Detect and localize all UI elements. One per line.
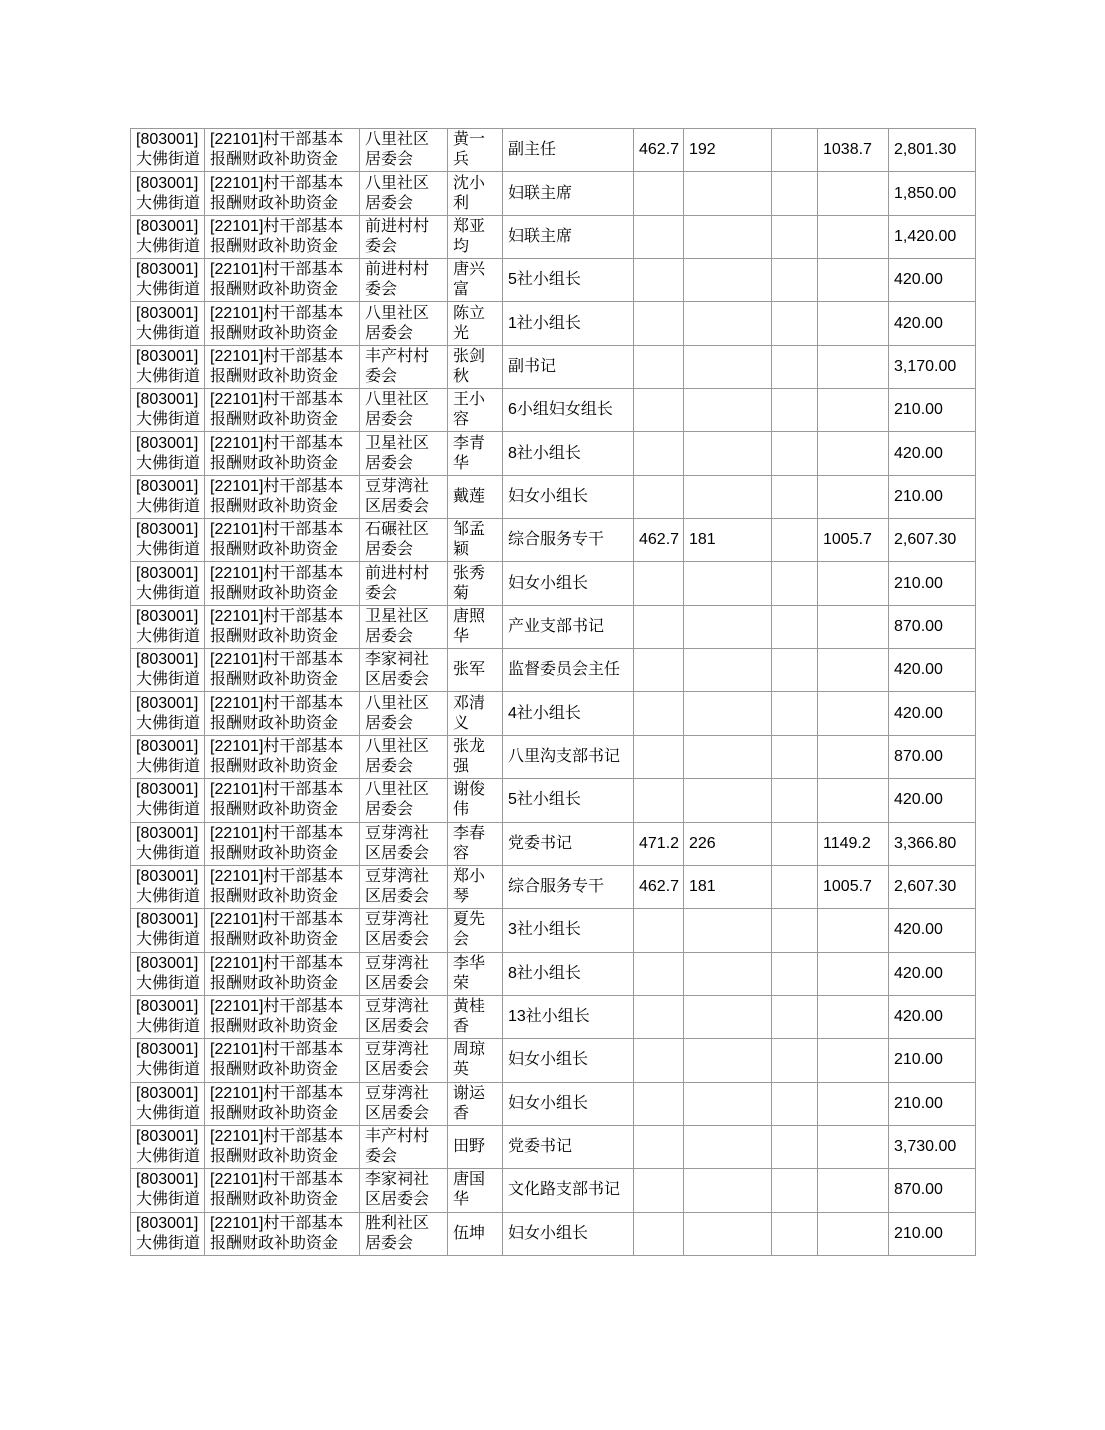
cell-person-name: 王小容 [448,389,503,432]
cell-fund-item: [22101]村干部基本报酬财政补助资金 [205,649,360,692]
cell-amount: 870.00 [889,1169,976,1212]
cell-street-agency: [803001]大佛街道 [131,605,205,648]
cell-num3 [818,345,889,388]
cell-committee: 石碾社区居委会 [360,519,448,562]
cell-empty [772,822,818,865]
cell-position: 妇女小组长 [503,1039,634,1082]
cell-committee: 卫星社区居委会 [360,432,448,475]
cell-committee: 李家祠社区居委会 [360,1169,448,1212]
cell-num1 [634,952,684,995]
cell-fund-item: [22101]村干部基本报酬财政补助资金 [205,779,360,822]
cell-num2 [684,909,772,952]
cell-street-agency: [803001]大佛街道 [131,215,205,258]
cell-committee: 八里社区居委会 [360,779,448,822]
cell-empty [772,129,818,172]
cell-street-agency: [803001]大佛街道 [131,475,205,518]
cell-amount: 420.00 [889,779,976,822]
cell-num2: 192 [684,129,772,172]
table-row [131,259,976,302]
cell-num2 [684,1125,772,1168]
cell-amount: 3,730.00 [889,1125,976,1168]
cell-empty [772,259,818,302]
cell-person-name: 唐国华 [448,1169,503,1212]
cell-committee: 豆芽湾社区居委会 [360,952,448,995]
table-row [131,1212,976,1255]
table-row [131,995,976,1038]
cell-amount: 420.00 [889,649,976,692]
cell-position: 6小组妇女组长 [503,389,634,432]
cell-num1 [634,389,684,432]
cell-position: 妇女小组长 [503,562,634,605]
cell-amount: 2,607.30 [889,865,976,908]
table-row [131,302,976,345]
cell-num3 [818,259,889,302]
cell-street-agency: [803001]大佛街道 [131,1212,205,1255]
cell-street-agency: [803001]大佛街道 [131,562,205,605]
cell-fund-item: [22101]村干部基本报酬财政补助资金 [205,1039,360,1082]
cell-num2 [684,432,772,475]
table-row [131,345,976,388]
cell-committee: 丰产村村委会 [360,345,448,388]
cell-committee: 李家祠社区居委会 [360,649,448,692]
cell-committee: 八里社区居委会 [360,735,448,778]
cell-fund-item: [22101]村干部基本报酬财政补助资金 [205,345,360,388]
table-row [131,172,976,215]
table-row [131,562,976,605]
cell-position: 综合服务专干 [503,519,634,562]
cell-position: 妇女小组长 [503,1082,634,1125]
cell-amount: 210.00 [889,1039,976,1082]
cell-committee: 八里社区居委会 [360,172,448,215]
table-row [131,1125,976,1168]
cell-num3 [818,952,889,995]
cell-street-agency: [803001]大佛街道 [131,822,205,865]
cell-committee: 豆芽湾社区居委会 [360,1039,448,1082]
cell-fund-item: [22101]村干部基本报酬财政补助资金 [205,995,360,1038]
cell-street-agency: [803001]大佛街道 [131,389,205,432]
cell-fund-item: [22101]村干部基本报酬财政补助资金 [205,172,360,215]
cell-fund-item: [22101]村干部基本报酬财政补助资金 [205,735,360,778]
cell-fund-item: [22101]村干部基本报酬财政补助资金 [205,259,360,302]
cell-num1 [634,215,684,258]
table-row [131,1169,976,1212]
cell-num2 [684,345,772,388]
cell-empty [772,475,818,518]
cell-num1: 471.2 [634,822,684,865]
table-row [131,605,976,648]
table-row [131,129,976,172]
cell-street-agency: [803001]大佛街道 [131,779,205,822]
cell-num1 [634,475,684,518]
table-row [131,822,976,865]
cell-num3 [818,432,889,475]
cell-empty [772,302,818,345]
cell-street-agency: [803001]大佛街道 [131,432,205,475]
cell-amount: 420.00 [889,995,976,1038]
cell-amount: 1,420.00 [889,215,976,258]
cell-street-agency: [803001]大佛街道 [131,952,205,995]
cell-street-agency: [803001]大佛街道 [131,172,205,215]
cell-empty [772,1125,818,1168]
cell-position: 妇女小组长 [503,475,634,518]
cell-num2: 181 [684,519,772,562]
cell-person-name: 谢运香 [448,1082,503,1125]
cell-empty [772,1082,818,1125]
cell-num3 [818,215,889,258]
cell-position: 妇女小组长 [503,1212,634,1255]
cell-num2 [684,475,772,518]
cell-fund-item: [22101]村干部基本报酬财政补助资金 [205,952,360,995]
cell-position: 副主任 [503,129,634,172]
cell-empty [772,605,818,648]
cell-num3 [818,1125,889,1168]
cell-empty [772,909,818,952]
cell-amount: 870.00 [889,735,976,778]
cell-committee: 八里社区居委会 [360,302,448,345]
cell-fund-item: [22101]村干部基本报酬财政补助资金 [205,389,360,432]
cell-position: 八里沟支部书记 [503,735,634,778]
cell-fund-item: [22101]村干部基本报酬财政补助资金 [205,519,360,562]
cell-empty [772,952,818,995]
cell-fund-item: [22101]村干部基本报酬财政补助资金 [205,1082,360,1125]
cell-fund-item: [22101]村干部基本报酬财政补助资金 [205,432,360,475]
table-row [131,865,976,908]
cell-empty [772,519,818,562]
cell-committee: 豆芽湾社区居委会 [360,909,448,952]
cell-num2: 226 [684,822,772,865]
cell-fund-item: [22101]村干部基本报酬财政补助资金 [205,1125,360,1168]
cell-num3 [818,995,889,1038]
cell-num2 [684,995,772,1038]
cell-num3: 1005.7 [818,519,889,562]
cell-person-name: 李春容 [448,822,503,865]
cell-person-name: 邓清义 [448,692,503,735]
cell-num1 [634,1125,684,1168]
cell-person-name: 李华荣 [448,952,503,995]
cell-empty [772,1039,818,1082]
cell-amount: 870.00 [889,605,976,648]
cell-position: 妇联主席 [503,172,634,215]
cell-amount: 1,850.00 [889,172,976,215]
cell-position: 妇联主席 [503,215,634,258]
cell-amount: 210.00 [889,1082,976,1125]
cell-empty [772,1212,818,1255]
cell-position: 副书记 [503,345,634,388]
cell-num2: 181 [684,865,772,908]
cell-position: 党委书记 [503,1125,634,1168]
cell-fund-item: [22101]村干部基本报酬财政补助资金 [205,1169,360,1212]
cell-amount: 420.00 [889,692,976,735]
cell-fund-item: [22101]村干部基本报酬财政补助资金 [205,605,360,648]
cell-person-name: 陈立光 [448,302,503,345]
cell-position: 监督委员会主任 [503,649,634,692]
cell-amount: 420.00 [889,432,976,475]
cell-empty [772,345,818,388]
cell-num3: 1005.7 [818,865,889,908]
cell-num2 [684,735,772,778]
cell-committee: 八里社区居委会 [360,129,448,172]
cell-num1: 462.7 [634,129,684,172]
cell-num1 [634,649,684,692]
cell-num1 [634,735,684,778]
cell-empty [772,432,818,475]
cell-amount: 3,366.80 [889,822,976,865]
cell-amount: 210.00 [889,475,976,518]
cell-fund-item: [22101]村干部基本报酬财政补助资金 [205,475,360,518]
cell-person-name: 伍坤 [448,1212,503,1255]
cell-fund-item: [22101]村干部基本报酬财政补助资金 [205,562,360,605]
table-row [131,692,976,735]
cell-num1 [634,1039,684,1082]
cell-num2 [684,1169,772,1212]
subsidy-table-body [131,129,976,1256]
cell-num2 [684,649,772,692]
cell-person-name: 黄桂香 [448,995,503,1038]
cell-committee: 胜利社区居委会 [360,1212,448,1255]
cell-empty [772,215,818,258]
cell-num2 [684,692,772,735]
table-row [131,475,976,518]
table-row [131,1082,976,1125]
cell-position: 党委书记 [503,822,634,865]
cell-committee: 前进村村委会 [360,215,448,258]
cell-num1 [634,909,684,952]
cell-committee: 丰产村村委会 [360,1125,448,1168]
cell-num3 [818,605,889,648]
cell-num3: 1038.7 [818,129,889,172]
cell-position: 8社小组长 [503,432,634,475]
cell-num3 [818,302,889,345]
cell-person-name: 李青华 [448,432,503,475]
cell-person-name: 郑小琴 [448,865,503,908]
cell-num3 [818,389,889,432]
cell-committee: 前进村村委会 [360,562,448,605]
cell-person-name: 戴莲 [448,475,503,518]
cell-position: 1社小组长 [503,302,634,345]
cell-amount: 420.00 [889,302,976,345]
cell-street-agency: [803001]大佛街道 [131,1169,205,1212]
cell-street-agency: [803001]大佛街道 [131,865,205,908]
cell-position: 4社小组长 [503,692,634,735]
cell-amount: 210.00 [889,1212,976,1255]
cell-street-agency: [803001]大佛街道 [131,345,205,388]
cell-person-name: 张龙强 [448,735,503,778]
cell-position: 综合服务专干 [503,865,634,908]
cell-num3 [818,692,889,735]
cell-num3 [818,649,889,692]
cell-person-name: 张军 [448,649,503,692]
cell-amount: 210.00 [889,389,976,432]
cell-person-name: 唐照华 [448,605,503,648]
cell-person-name: 张秀菊 [448,562,503,605]
cell-fund-item: [22101]村干部基本报酬财政补助资金 [205,692,360,735]
cell-num1 [634,605,684,648]
cell-num3 [818,1212,889,1255]
cell-num2 [684,1082,772,1125]
cell-fund-item: [22101]村干部基本报酬财政补助资金 [205,822,360,865]
cell-num2 [684,779,772,822]
cell-person-name: 黄一兵 [448,129,503,172]
table-row [131,909,976,952]
cell-empty [772,865,818,908]
cell-street-agency: [803001]大佛街道 [131,259,205,302]
cell-num1 [634,692,684,735]
cell-empty [772,735,818,778]
cell-amount: 2,801.30 [889,129,976,172]
cell-committee: 八里社区居委会 [360,389,448,432]
cell-num2 [684,952,772,995]
cell-street-agency: [803001]大佛街道 [131,1082,205,1125]
table-row [131,1039,976,1082]
cell-street-agency: [803001]大佛街道 [131,909,205,952]
cell-num1 [634,779,684,822]
cell-person-name: 田野 [448,1125,503,1168]
cell-num3 [818,1082,889,1125]
cell-position: 5社小组长 [503,779,634,822]
cell-num2 [684,562,772,605]
cell-num3 [818,1169,889,1212]
cell-position: 8社小组长 [503,952,634,995]
cell-num2 [684,215,772,258]
cell-position: 13社小组长 [503,995,634,1038]
cell-fund-item: [22101]村干部基本报酬财政补助资金 [205,302,360,345]
cell-street-agency: [803001]大佛街道 [131,129,205,172]
cell-num3 [818,475,889,518]
cell-committee: 豆芽湾社区居委会 [360,1082,448,1125]
cell-empty [772,172,818,215]
cell-committee: 卫星社区居委会 [360,605,448,648]
cell-num3 [818,909,889,952]
cell-committee: 豆芽湾社区居委会 [360,995,448,1038]
cell-num2 [684,302,772,345]
table-row [131,779,976,822]
table-row [131,389,976,432]
cell-num2 [684,259,772,302]
cell-num1 [634,995,684,1038]
cell-num2 [684,1212,772,1255]
cell-empty [772,779,818,822]
cell-amount: 3,170.00 [889,345,976,388]
cell-empty [772,649,818,692]
cell-street-agency: [803001]大佛街道 [131,649,205,692]
cell-street-agency: [803001]大佛街道 [131,735,205,778]
cell-num3 [818,779,889,822]
cell-empty [772,995,818,1038]
cell-num3 [818,735,889,778]
cell-amount: 420.00 [889,909,976,952]
cell-amount: 420.00 [889,952,976,995]
cell-person-name: 张剑秋 [448,345,503,388]
table-row [131,735,976,778]
cell-fund-item: [22101]村干部基本报酬财政补助资金 [205,129,360,172]
table-row [131,432,976,475]
cell-fund-item: [22101]村干部基本报酬财政补助资金 [205,215,360,258]
cell-person-name: 夏先会 [448,909,503,952]
cell-person-name: 沈小利 [448,172,503,215]
cell-empty [772,1169,818,1212]
cell-fund-item: [22101]村干部基本报酬财政补助资金 [205,1212,360,1255]
cell-position: 产业支部书记 [503,605,634,648]
cell-person-name: 邹孟颖 [448,519,503,562]
cell-amount: 210.00 [889,562,976,605]
cell-street-agency: [803001]大佛街道 [131,1039,205,1082]
cell-person-name: 郑亚均 [448,215,503,258]
cell-committee: 豆芽湾社区居委会 [360,475,448,518]
cell-committee: 豆芽湾社区居委会 [360,865,448,908]
cell-num3 [818,172,889,215]
cell-num3: 1149.2 [818,822,889,865]
cell-person-name: 唐兴富 [448,259,503,302]
cell-fund-item: [22101]村干部基本报酬财政补助资金 [205,909,360,952]
cell-street-agency: [803001]大佛街道 [131,995,205,1038]
cell-street-agency: [803001]大佛街道 [131,692,205,735]
subsidy-table [130,128,976,1256]
cell-empty [772,692,818,735]
cell-num1 [634,302,684,345]
cell-empty [772,562,818,605]
cell-num1: 462.7 [634,865,684,908]
cell-num1 [634,172,684,215]
cell-num2 [684,605,772,648]
cell-street-agency: [803001]大佛街道 [131,519,205,562]
table-row [131,519,976,562]
cell-num1 [634,1082,684,1125]
cell-empty [772,389,818,432]
cell-amount: 420.00 [889,259,976,302]
cell-num3 [818,562,889,605]
table-row [131,649,976,692]
cell-num1 [634,345,684,388]
cell-num1: 462.7 [634,519,684,562]
cell-position: 5社小组长 [503,259,634,302]
table-row [131,215,976,258]
cell-committee: 八里社区居委会 [360,692,448,735]
cell-num3 [818,1039,889,1082]
cell-fund-item: [22101]村干部基本报酬财政补助资金 [205,865,360,908]
cell-amount: 2,607.30 [889,519,976,562]
cell-position: 文化路支部书记 [503,1169,634,1212]
cell-num2 [684,172,772,215]
cell-person-name: 周琼英 [448,1039,503,1082]
cell-num2 [684,1039,772,1082]
cell-num1 [634,1169,684,1212]
table-row [131,952,976,995]
cell-num2 [684,389,772,432]
cell-num1 [634,1212,684,1255]
cell-street-agency: [803001]大佛街道 [131,302,205,345]
cell-street-agency: [803001]大佛街道 [131,1125,205,1168]
cell-num1 [634,259,684,302]
cell-num1 [634,432,684,475]
cell-committee: 豆芽湾社区居委会 [360,822,448,865]
cell-num1 [634,562,684,605]
cell-person-name: 谢俊伟 [448,779,503,822]
cell-position: 3社小组长 [503,909,634,952]
cell-committee: 前进村村委会 [360,259,448,302]
